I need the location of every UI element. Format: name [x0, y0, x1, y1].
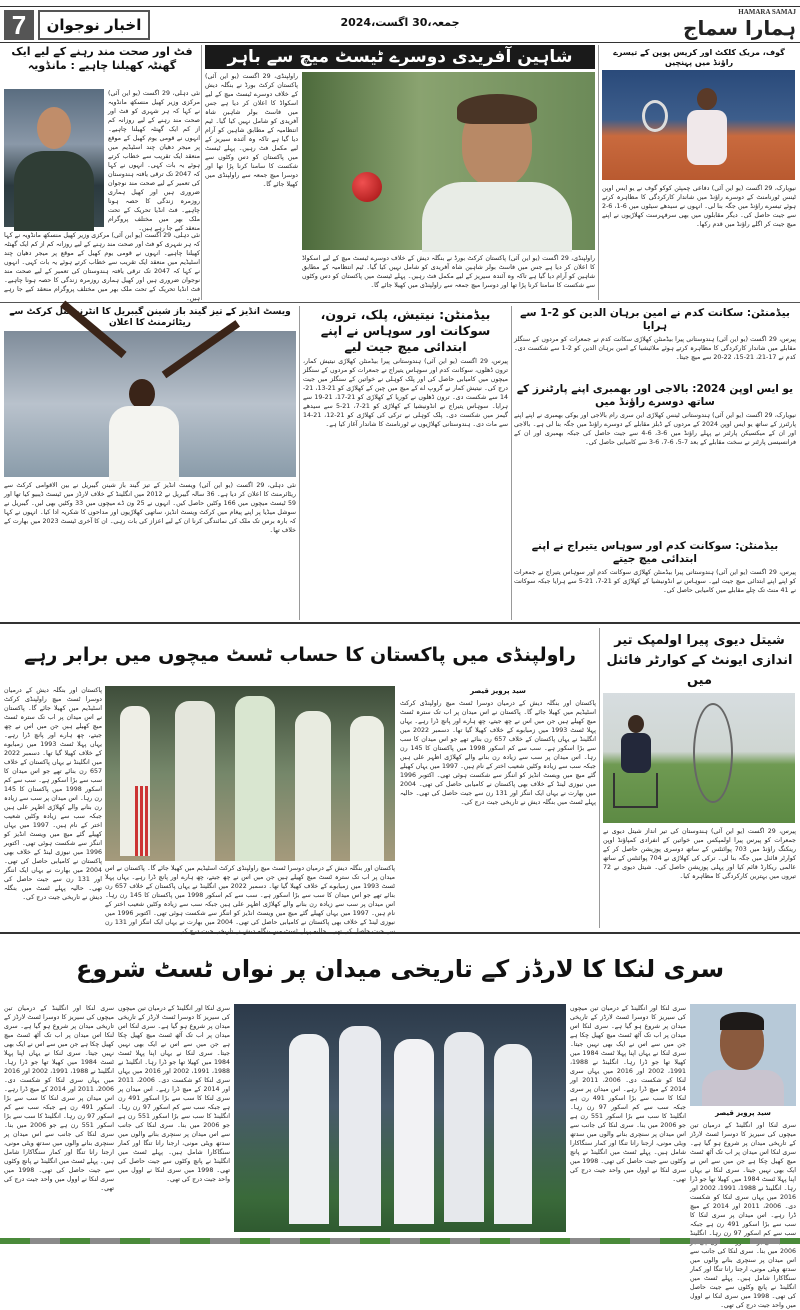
- photo-author: [690, 1004, 796, 1106]
- article-body-cont: راولپنڈی، 29 اگست (یو این آئی) پاکستان کرکٹ بورڈ نے بنگلہ دیش کے خلاف دوسرے ٹیسٹ میچ کے لیے اسکواڈ کا اعلان کر دیا ہے جس میں فاسٹ بولر شاہین شاہ آفریدی کو شامل نہیں کیا گیا۔ ٹیم انتظامیہ کے مطابق شاہین کو آرام دیا گیا ہے تاکہ وہ آئندہ سیریز کے لیے مکمل فٹ رہیں۔ پہلے ٹیسٹ میں پاکستان کو دس وکٹوں سے شکست کا سامنا کرنا پڑا تھا اور دوسرا میچ جمعہ سے راولپنڈی میں کھیلا جائے گا۔: [302, 255, 595, 289]
- headline-lords: سری لنکا کا لارڈز کے تاریخی میدان پر نواں ٹسٹ شروع: [75, 955, 725, 983]
- row-rule: [0, 302, 800, 303]
- article-body: پاکستان اور بنگلہ دیش کے درمیان دوسرا ٹسٹ میچ راولپنڈی کرکٹ اسٹیڈیم میں کھیلا جائے گا۔ پاکستان نے اس میدان پر اب تک سترہ ٹسٹ میچ کھیلے ہیں جن میں اس نے چھ جیتے، چھ ہارے اور پانچ ڈرا رہے۔ یہاں پہلا ٹسٹ 1993 میں زمبابوے کے خلاف کھیلا گیا تھا۔ دسمبر 2022 میں انگلینڈ نے یہاں پاکستان کے خلاف 657 رن بنائے تھے جو اس میدان کا سب سے بڑا اسکور ہے۔ سب سے کم اسکور 1998 میں پاکستان کا 145 رن رہا۔ اس میدان پر سب سے زیادہ رن بنانے والے کھلاڑی اظہر علی ہیں جبکہ سب سے زیادہ وکٹیں شعیب اختر کے نام ہیں۔ 1997 میں یہاں کھیلے گئے میچ میں ویسٹ انڈیز کو اننگز سے شکست ہوئی تھی۔ اکتوبر 1996 میں نیوزی لینڈ کے خلاف بھی پاکستان نے کامیابی حاصل کی تھی۔ 2004 میں بھارت نے یہاں ایک اننگز اور 131 رن سے جیت حاصل کی تھی۔ حالیہ پہلے ٹسٹ میں بنگلہ دیش نے تاریخی جیت درج کی۔: [400, 700, 597, 806]
- cricket-ball: [352, 172, 382, 202]
- headline-us-open: یو ایس اوپن 2024: بالاجی اور بھمبری اپنے پارٹنرز کے ساتھ دوسرے راؤنڈ میں: [516, 383, 794, 408]
- article-body: پیرس، 29 اگست (یو این آئی) ہندوستانی پیرا بیڈمنٹن کھلاڑی سکانت کدم نے جمعرات کو مردوں کے سنگلز مقابلے میں شاندار کارکردگی کا مظاہرہ کرتے ہوئے ملائیشیا کے امین برہان الدین کو 2-1 سے شکست دی۔ کدم نے 17-21، 21-15، 22-20 سے میچ جیتا۔: [514, 336, 796, 361]
- article-mandaviya: [4, 45, 200, 300]
- article-body: پیرس، 29 اگست (یو این آئی) ہندوستانی پیرا بیڈمنٹن کھلاڑی سوکانت کدم اور سوہاس یتیراج نے جمعرات کو اپنے اپنے ابتدائی میچ جیت لیے۔ سوہاس نے انڈونیشیا کے کھلاڑی کو 21-7، 21-5 سے ہرایا جبکہ سوکانت نے 41 منٹ تک چلے مقابلے میں کامیابی حاصل کی۔: [514, 569, 796, 594]
- page-number: 7: [4, 10, 34, 40]
- headline-gabriel: ویسٹ انڈیز کے تیز گیند باز شینن گیبریل کا انٹرنیشنل کرکٹ سے ریٹائرمنٹ کا اعلان: [9, 307, 291, 328]
- headline-gauff: گوف، مریک کلکٹ اور کریس پوپن کے تیسرے راؤنڈ میں پہنچیں: [613, 48, 785, 67]
- headline-badminton-2: بیڈمنٹن: سکانت کدم نے امین برہان الدین کو 2-1 سے ہرایا: [520, 307, 790, 332]
- article-body: نیویارک، 29 اگست (یو این آئی) ہندوستانی ٹینس کھلاڑی این سری رام بالاجی اور یوکی بھمبری نے اپنے اپنے پارٹنرز کے ساتھ یو ایس اوپن 2024 کے مردوں کے ڈبلز مقابلے کے دوسرے راؤنڈ میں جگہ بنا لی ہے۔ بالاجی اور ان کے میکسیکن پارٹنر نے پہلے راؤنڈ میں 6-3، 6-4 سے جیت حاصل کی جبکہ بھمبری اور ان کے فرانسیسی پارٹنر نے سخت مقابلے کے بعد 7-5، 6-7، 6-3 سے کامیابی حاصل کی۔: [514, 412, 797, 446]
- article-body: پیرس، 29 اگست (یو این آئی) ہندوستانی پیرا بیڈمنٹن کھلاڑی نیتیش کمار، ترون ڈھلوں، سوکانت کدم اور سوہاس یتیراج نے جمعرات کو مردوں کے سنگلز میچوں میں کامیابی حاصل کی اور پلک کوہلی نے خواتین کے سنگلز میں جیت درج کی۔ نیتیش کمار نے گروپ اے کے میچ میں چین کے کھلاڑی کو 21-13، 21-14 سے شکست دی۔ ترون ڈھلوں نے کوریا کے کھلاڑی کو 21-17، 21-19 سے ہرایا۔ سوہاس یتیراج نے انڈونیشیا کے کھلاڑی کو 21-7، 21-5 سے سیدھے گیمز میں شکست دی۔ پلک کوہلی نے ترکی کی کھلاڑی کو 21-12، 21-14 سے مات دی۔ ہندوستانی کھلاڑیوں نے ٹورنامنٹ کا شاندار آغاز کیا ہے۔: [303, 358, 509, 428]
- headline-sheetal: شیتل دیوی پیرا اولمپک تیر اندازی ایونٹ کے کوارٹر فائنل میں: [606, 633, 793, 688]
- column-rule: [201, 45, 202, 300]
- article-body-cont: نئی دہلی، 29 اگست (یو این آئی) مرکزی وزیر کھیل منسکھ مانڈویہ نے کہا کہ ہر شہری کو فٹ اور صحت مند رہنے کے لیے روزانہ کم از کم ایک گھنٹہ کھیلنا چاہیے۔ انہوں نے قومی یوم کھیل کے موقع پر میجر دھیان چند اسٹیڈیم میں منعقد ایک تقریب سے خطاب کرتے ہوئے یہ بات کہی۔ انہوں نے کہا کہ 2047 تک ترقی یافتہ ہندوستان کی تعمیر کے لیے صحت مند نوجوان ضروری ہیں اور کھیل ہماری روزمرہ زندگی کا حصہ ہونا چاہیے۔ فٹ انڈیا تحریک کے تحت ملک بھر میں مختلف پروگرام منعقد کیے جا رہے ہیں۔: [4, 232, 201, 302]
- column-rule: [598, 45, 599, 300]
- photo-rawalpindi: [105, 686, 395, 861]
- photo-gabriel: [4, 331, 296, 477]
- article-body: سری لنکا اور انگلینڈ کے درمیان تین میچوں کی سیریز کا دوسرا ٹسٹ لارڈز کے تاریخی میدان پر شروع ہو گیا ہے۔ سری لنکا اس میدان پر اب تک آٹھ ٹسٹ میچ کھیل چکا ہے جن میں سے اس نے ایک بھی نہیں جیتا۔ سری لنکا نے یہاں اپنا پہلا ٹسٹ 1984 میں کھیلا تھا جو ڈرا رہا۔ انگلینڈ نے 1988، 1991، 2002 اور 2016 میں یہاں سری لنکا کو شکست دی۔ 2006، 2011 اور 2014 کے میچ ڈرا رہے۔ اس میدان پر سری لنکا کا سب سے بڑا اسکور 491 رن ہے جبکہ سب سے کم اسکور 97 رن رہا۔ انگلینڈ 2006 میں بنا۔ سری لنکا کی جانب سے اس میدان پر سنچری بنانے والوں میں سدتھ ویٹی مونی، ارجنا رانا تنگا اور کمار سنگاکارا شامل ہیں۔ پہلے ٹسٹ میں انگلینڈ نے پانچ وکٹوں سے جیت حاصل کی تھی۔ 1998 میں سری لنکا نے اوول میں واحد جیت درج کی تھی۔: [690, 1122, 797, 1309]
- article-body: راولپنڈی، 29 اگست (یو این آئی) پاکستان کرکٹ بورڈ نے بنگلہ دیش کے خلاف دوسرے ٹیسٹ میچ کے لیے اسکواڈ کا اعلان کر دیا ہے جس میں فاسٹ بولر شاہین شاہ آفریدی کو شامل نہیں کیا گیا۔ ٹیم انتظامیہ کے مطابق شاہین کو آرام دیا گیا ہے تاکہ وہ آئندہ سیریز کے لیے مکمل فٹ رہیں۔ پہلے ٹیسٹ میں پاکستان کو دس وکٹوں سے شکست کا سامنا کرنا پڑا تھا اور دوسرا میچ جمعہ سے راولپنڈی میں کھیلا جائے گا۔: [205, 73, 298, 188]
- column-rule: [511, 306, 512, 620]
- logo: [630, 8, 796, 42]
- logo-english: HAMARA SAMAJ: [738, 8, 796, 16]
- article-body: سری لنکا اور انگلینڈ کے درمیان تین میچوں کی سیریز کا دوسرا ٹسٹ لارڈز کے تاریخی میدان پر شروع ہو گیا ہے۔ سری لنکا اس میدان پر اب تک آٹھ ٹسٹ میچ کھیل چکا ہے جن میں سے اس نے ایک بھی نہیں جیتا۔ سری لنکا نے یہاں اپنا پہلا ٹسٹ 1984 میں کھیلا تھا جو ڈرا رہا۔ انگلینڈ نے 1988، 1991، 2002 اور 2016 میں یہاں سری لنکا کو شکست دی۔ 2006، 2011 اور 2014 کے میچ ڈرا رہے۔ اس میدان پر سری لنکا کا سب سے بڑا اسکور 491 رن ہے جبکہ سب سے کم اسکور 97 رن رہا۔ انگلینڈ کا سب سے بڑا اسکور 551 رن ہے جو 2006 میں بنا۔ سری لنکا کی جانب سے اس میدان پر سنچری بنانے والوں میں سدتھ ویٹی مونی، ارجنا رانا تنگا اور کمار سنگاکارا شامل ہیں۔ پہلے ٹسٹ میں انگلینڈ نے پانچ وکٹوں سے جیت حاصل کی تھی۔ 1998 میں سری لنکا نے اوول میں واحد جیت درج کی تھی۔: [570, 1005, 687, 1183]
- headline-rawalpindi: راولپنڈی میں پاکستان کا حساب ٹسٹ میچوں میں برابر رہے: [24, 644, 576, 666]
- article-gauff: [602, 45, 796, 300]
- row-rule: [0, 932, 800, 934]
- article-body-cont: پاکستان اور بنگلہ دیش کے درمیان دوسرا ٹسٹ میچ راولپنڈی کرکٹ اسٹیڈیم میں کھیلا جائے گا۔ پاکستان نے اس میدان پر اب تک سترہ ٹسٹ میچ کھیلے ہیں جن میں اس نے چھ جیتے، چھ ہارے اور پانچ ڈرا رہے۔ یہاں پہلا ٹسٹ 1993 میں زمبابوے کے خلاف کھیلا گیا تھا۔ دسمبر 2022 میں انگلینڈ نے یہاں پاکستان کے خلاف 657 رن بنائے تھے جو اس میدان کا سب سے بڑا اسکور ہے۔ سب سے کم اسکور 1998 میں پاکستان کا 145 رن رہا۔ اس میدان پر سب سے زیادہ رن بنانے والے کھلاڑی اظہر علی ہیں جبکہ سب سے زیادہ وکٹیں شعیب اختر کے نام ہیں۔ 1997 میں یہاں کھیلے گئے میچ میں ویسٹ انڈیز کو اننگز سے شکست ہوئی تھی۔ اکتوبر 1996 میں نیوزی لینڈ کے خلاف بھی پاکستان نے کامیابی حاصل کی تھی۔ 2004 میں بھارت نے یہاں ایک اننگز اور 131 رن: [105, 865, 396, 926]
- article-badminton-1: [303, 304, 508, 620]
- headline-shaheen: شاہین آفریدی دوسرے ٹیسٹ میچ سے باہر: [205, 45, 595, 69]
- byline: سید پرویز قیصر: [470, 687, 526, 695]
- logo-urdu: ہمارا سماج: [683, 16, 796, 40]
- article-sheetal: [603, 628, 796, 928]
- headline-badminton-3: بیڈمنٹن: سوکانت کدم اور سوہاس یتیراج نے اپنے ابتدائی میچ جیتے: [531, 540, 779, 565]
- photo-mandaviya: [4, 89, 104, 227]
- photo-shaheen: [302, 72, 595, 250]
- article-body: سری لنکا اور انگلینڈ کے درمیان تین میچوں کی سیریز کا دوسرا ٹسٹ لارڈز کے تاریخی میدان پر شروع ہو گیا ہے۔ سری لنکا اس میدان پر اب تک آٹھ ٹسٹ میچ کھیل چکا ہے جن میں سے اس نے ایک بھی نہیں جیتا۔ سری لنکا نے یہاں اپنا پہلا ٹسٹ 1984 میں کھیلا تھا جو ڈرا رہا۔ انگلینڈ نے 1988، 1991، 2002 اور 2016 میں یہاں سری لنکا کو شکست دی۔ 2006، 2011 اور 2014 کے میچ ڈرا رہے۔ اس میدان پر سری لنکا کا سب سے بڑا اسکور 491 رن ہے جبکہ سب سے کم اسکور 97 رن رہا۔ انگلینڈ کا سب سے بڑا اسکور 551 رن ہے جو 2006 میں بنا۔ سری لنکا کی جانب سے اس میدان پر سنچری بنانے والوں میں سدتھ ویٹی مونی، ارجنا رانا تنگا اور کمار سنگاکارا شامل ہیں۔ پہلے ٹسٹ میں انگلینڈ نے پانچ وکٹوں سے جیت حاصل کی تھی۔ 1998 میں سری لنکا نے اوول میں واحد جیت درج کی تھی۔: [4, 1005, 114, 1192]
- photo-gauff: [602, 70, 795, 180]
- article-body: نئی دہلی، 29 اگست (یو این آئی) مرکزی وزیر کھیل منسکھ مانڈویہ نے کہا کہ ہر شہری کو فٹ اور صحت مند رہنے کے لیے روزانہ کم از کم ایک گھنٹہ کھیلنا چاہیے۔ انہوں نے قومی یوم کھیل کے موقع پر میجر دھیان چند اسٹیڈیم میں منعقد ایک تقریب سے خطاب کرتے ہوئے یہ بات کہی۔ انہوں نے کہا کہ 2047 تک ترقی یافتہ ہندوستان کی تعمیر کے لیے صحت مند نوجوان ضروری ہیں اور کھیل ہماری روزمرہ زندگی کا حصہ ہونا چاہیے۔ فٹ انڈیا تحریک کے تحت ملک بھر میں مختلف پروگرام منعقد کیے جا رہے ہیں۔: [108, 90, 200, 232]
- headline: فٹ اور صحت مند رہنے کے لیے ایک گھنٹہ کھیلنا چاہیے : مانڈویہ: [11, 45, 193, 72]
- article-body: پاکستان اور بنگلہ دیش کے درمیان دوسرا ٹسٹ میچ راولپنڈی کرکٹ اسٹیڈیم میں کھیلا جائے گا۔ پاکستان نے اس میدان پر اب تک سترہ ٹسٹ میچ کھیلے ہیں جن میں اس نے چھ جیتے، چھ ہارے اور پانچ ڈرا رہے۔ یہاں پہلا ٹسٹ 1993 میں زمبابوے کے خلاف کھیلا گیا تھا۔ دسمبر 2022 میں انگلینڈ نے یہاں پاکستان کے خلاف 657 رن بنائے تھے جو اس میدان کا سب سے بڑا اسکور ہے۔ سب سے کم اسکور 1998 میں پاکستان کا 145 رن رہا۔ اس میدان پر سب سے زیادہ رن بنانے والے کھلاڑی اظہر علی ہیں جبکہ سب سے زیادہ وکٹیں شعیب اختر کے نام ہیں۔ 1997 میں یہاں کھیلے گئے میچ میں ویسٹ انڈیز کو اننگز سے شکست ہوئی تھی۔ اکتوبر 1996 میں نیوزی لینڈ کے خلاف بھی پاکستان نے کامیابی حاصل کی تھی۔ 2004 میں بھارت نے یہاں ایک اننگز اور 131 رن سے جیت حاصل کی تھی۔ حالیہ پہلے ٹسٹ میں بنگلہ دیش نے تاریخی جیت درج کی۔: [4, 687, 103, 901]
- headline-badminton-1: بیڈمنٹن: نیتیش، پلک، ترون، سوکانت اور سوہاس نے اپنے ابتدائی میچ جیت لیے: [320, 307, 491, 354]
- footer-stripe: [0, 1238, 800, 1244]
- column-rule: [599, 628, 600, 928]
- column-right-news: [514, 304, 796, 620]
- article-gabriel: [4, 304, 296, 620]
- row-rule: [0, 622, 800, 624]
- section-title: اخبار نوجوان: [38, 10, 150, 40]
- date: جمعہ،30 اگست،2024: [340, 16, 460, 29]
- article-body: نیویارک، 29 اگست (یو این آئی) دفاعی چمپئن کوکو گوف نے یو ایس اوپن ٹینس ٹورنامنٹ کے دوسرے راؤنڈ میں شاندار کارکردگی کا مظاہرہ کرتے ہوئے تیسرے راؤنڈ میں جگہ بنا لی۔ انہوں نے سیدھے سیٹوں میں 6-1، 6-2 سے جیت حاصل کی۔ دیگر مقابلوں میں بھی سرفہرست کھلاڑیوں نے اپنے میچ جیت کر اگلے راؤنڈ میں قدم رکھا۔: [602, 185, 796, 228]
- header-rule: [0, 42, 800, 43]
- column-rule: [299, 306, 300, 620]
- article-body: سری لنکا اور انگلینڈ کے درمیان تین میچوں کی سیریز کا دوسرا ٹسٹ لارڈز کے تاریخی میدان پر شروع ہو گیا ہے۔ سری لنکا اس میدان پر اب تک آٹھ ٹسٹ میچ کھیل چکا ہے جن میں سے اس نے ایک بھی نہیں جیتا۔ سری لنکا نے یہاں اپنا پہلا ٹسٹ 1984 میں کھیلا تھا جو ڈرا رہا۔ انگلینڈ نے 1988، 1991، 2002 اور 2016 میں یہاں سری لنکا کو شکست دی۔ 2006، 2011 اور 2014 کے میچ ڈرا رہے۔ اس میدان پر سری لنکا کا سب سے بڑا اسکور 491 رن ہے جبکہ سب سے کم اسکور 97 رن رہا۔ انگلینڈ کا سب سے بڑا اسکور 551 رن ہے جو 2006 میں بنا۔ سری لنکا کی جانب سے اس میدان پر سنچری بنانے والوں میں سدتھ ویٹی مونی، ارجنا رانا تنگا اور کمار سنگاکارا شامل ہیں۔ پہلے ٹسٹ میں انگلینڈ نے پانچ وکٹوں سے جیت حاصل کی تھی۔ 1998 میں سری لنکا نے اوول میں واحد جیت درج کی تھی۔: [118, 1005, 230, 1183]
- photo-lords: [234, 1004, 566, 1232]
- photo-sheetal: [603, 693, 795, 823]
- article-body: پیرس، 29 اگست (یو این آئی) ہندوستان کی تیر انداز شیتل دیوی نے جمعرات کو پیرس پیرا اولمپکس میں خواتین کے انفرادی کمپاؤنڈ اوپن رینکنگ راؤنڈ میں 703 پوائنٹس کے ساتھ دوسری پوزیشن حاصل کر کے کوارٹر فائنل میں جگہ بنا لی۔ ترکی کی کھلاڑی نے 704 پوائنٹس کے ساتھ عالمی ریکارڈ قائم کیا اور پہلی پوزیشن حاصل کی۔ شیتل دیوی نے 72 تیروں میں بہترین کارکردگی کا مظاہرہ کیا۔: [603, 828, 796, 880]
- byline: سید پرویز قیصر: [715, 1109, 771, 1117]
- article-body: نئی دہلی، 29 اگست (یو این آئی) ویسٹ انڈیز کے تیز گیند باز شینن گیبریل نے بین الاقوامی کرکٹ سے ریٹائرمنٹ کا اعلان کر دیا ہے۔ 36 سالہ گیبریل نے 2012 میں انگلینڈ کے خلاف لارڈز میں ٹیسٹ ڈیبیو کیا تھا اور 59 ٹیسٹ میچوں میں 166 وکٹیں حاصل کیں۔ انہوں نے 25 ون ڈے میچوں میں 33 وکٹیں بھی لیں۔ گیبریل نے سوشل میڈیا پر اپنے پیغام میں کرکٹ ویسٹ انڈیز، ساتھی کھلاڑیوں اور مداحوں کا شکریہ ادا کیا۔ انہوں نے کہا کہ بارہ برس تک ملک کی نمائندگی کرنا ان کے لیے اعزاز کی بات رہی۔ ان کا آخری ٹیسٹ 2023 میں بھارت کے خلاف تھا۔: [4, 482, 297, 534]
- top-rule: [0, 6, 800, 7]
